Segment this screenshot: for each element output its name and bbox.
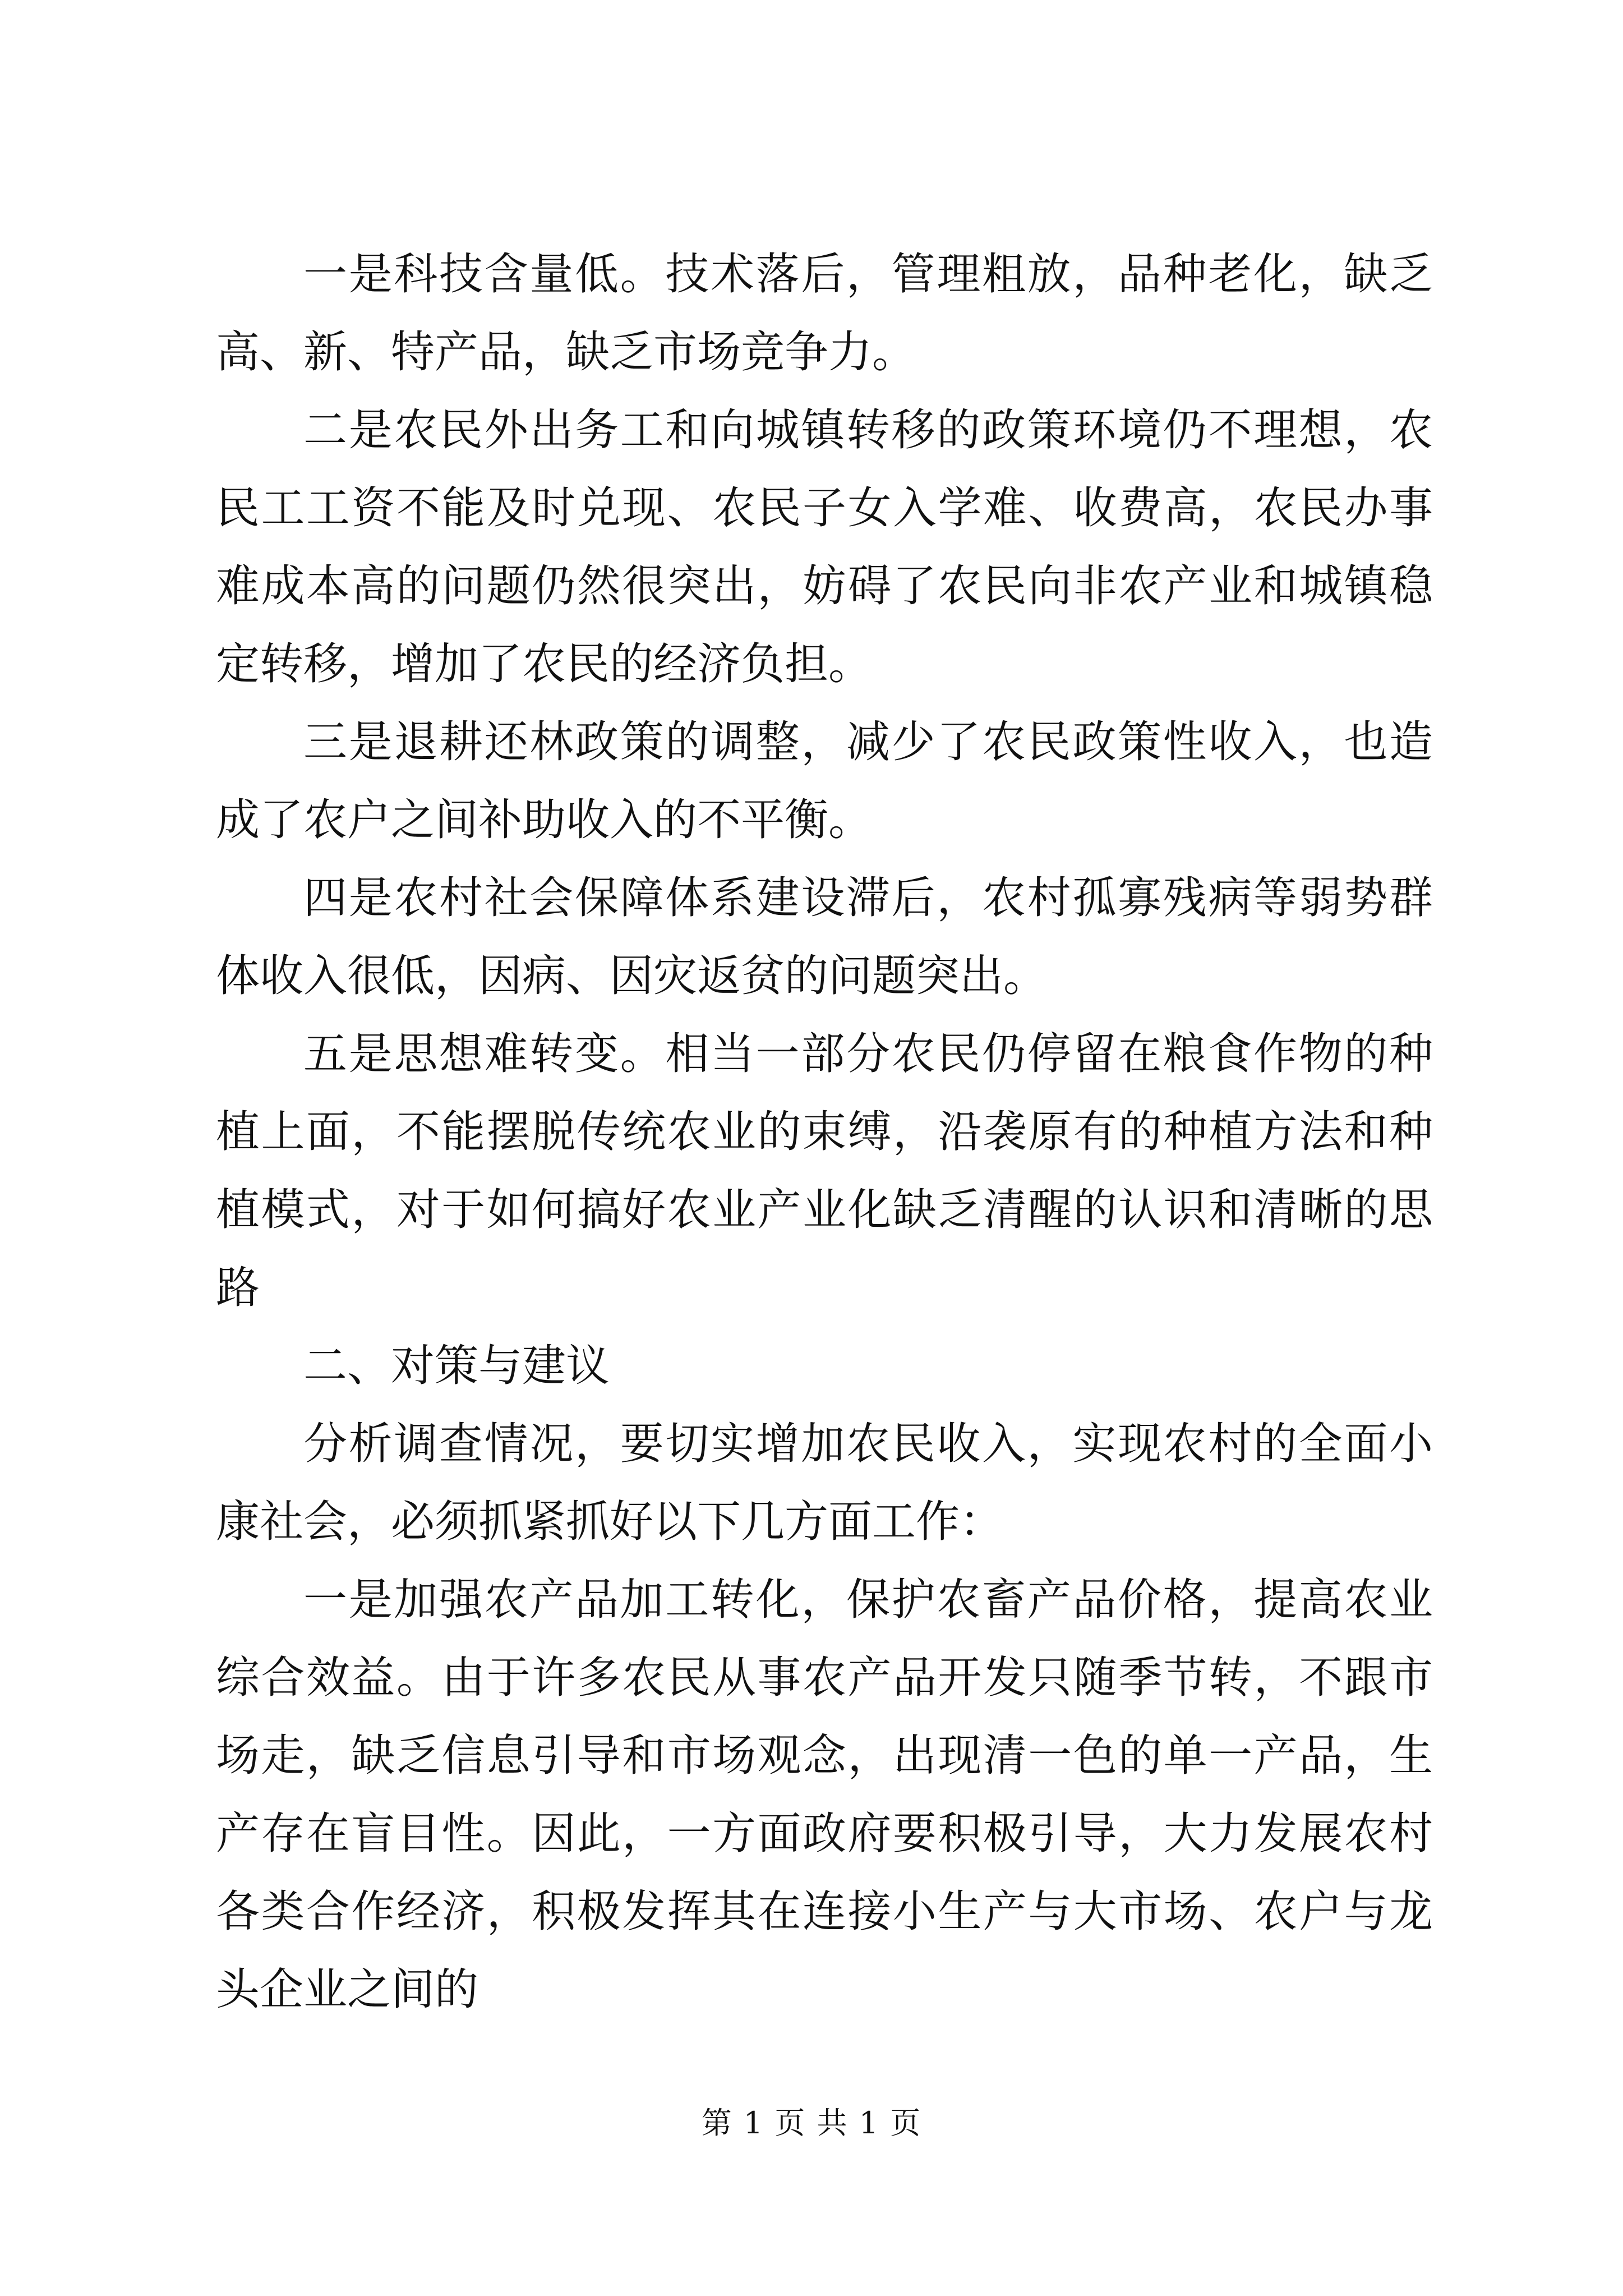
paragraph-processing-conversion: 一是加强农产品加工转化，保护农畜产品价格，提高农业综合效益。由于许多农民从事农产品开发只随季节转，不跟市场走，缺乏信息引导和市场观念，出现清一色的单一产品，生产存在盲目性。因此，一方面政府要积极引导，大力发展农村各类合作经济，积极发挥其在连接小生产与大市场、农户与龙头企业之间的 [216, 1575, 1433, 2015]
paragraph-mindset: 五是思想难转变。相当一部分农民仍停留在粮食作物的种植上面，不能摆脱传统农业的束缚，沿袭原有的种植方法和种植模式，对于如何搞好农业产业化缺乏清醒的认识和清晰的思路 [216, 1029, 1433, 1313]
paragraph-migrant-policy: 二是农民外出务工和向城镇转移的政策环境仍不理想，农民工工资不能及时兑现、农民子女入学难、收费高，农民办事难成本高的问题仍然很突出，妨碍了农民向非农产业和城镇稳定转移，增加了农民的经济负担。 [216, 405, 1433, 689]
paragraph-social-security: 四是农村社会保障体系建设滞后，农村孤寡残病等弱势群体收入很低，因病、因灾返贫的问题突出。 [216, 873, 1433, 1001]
section-heading-countermeasures: 二、对策与建议 [303, 1341, 610, 1391]
paragraph-low-tech: 一是科技含量低。技术落后，管理粗放，品种老化，缺乏高、新、特产品，缺乏市场竞争力。 [216, 249, 1433, 378]
page-footer: 第 1 页 共 1 页 [701, 2105, 922, 2141]
paragraph-analysis-intro: 分析调查情况，要切实增加农民收入，实现农村的全面小康社会，必须抓紧抓好以下几方面工作： [216, 1419, 1433, 1547]
document-body [216, 236, 1433, 2029]
paragraph-reforestation-policy: 三是退耕还林政策的调整，减少了农民政策性收入，也造成了农户之间补助收入的不平衡。 [216, 717, 1433, 845]
